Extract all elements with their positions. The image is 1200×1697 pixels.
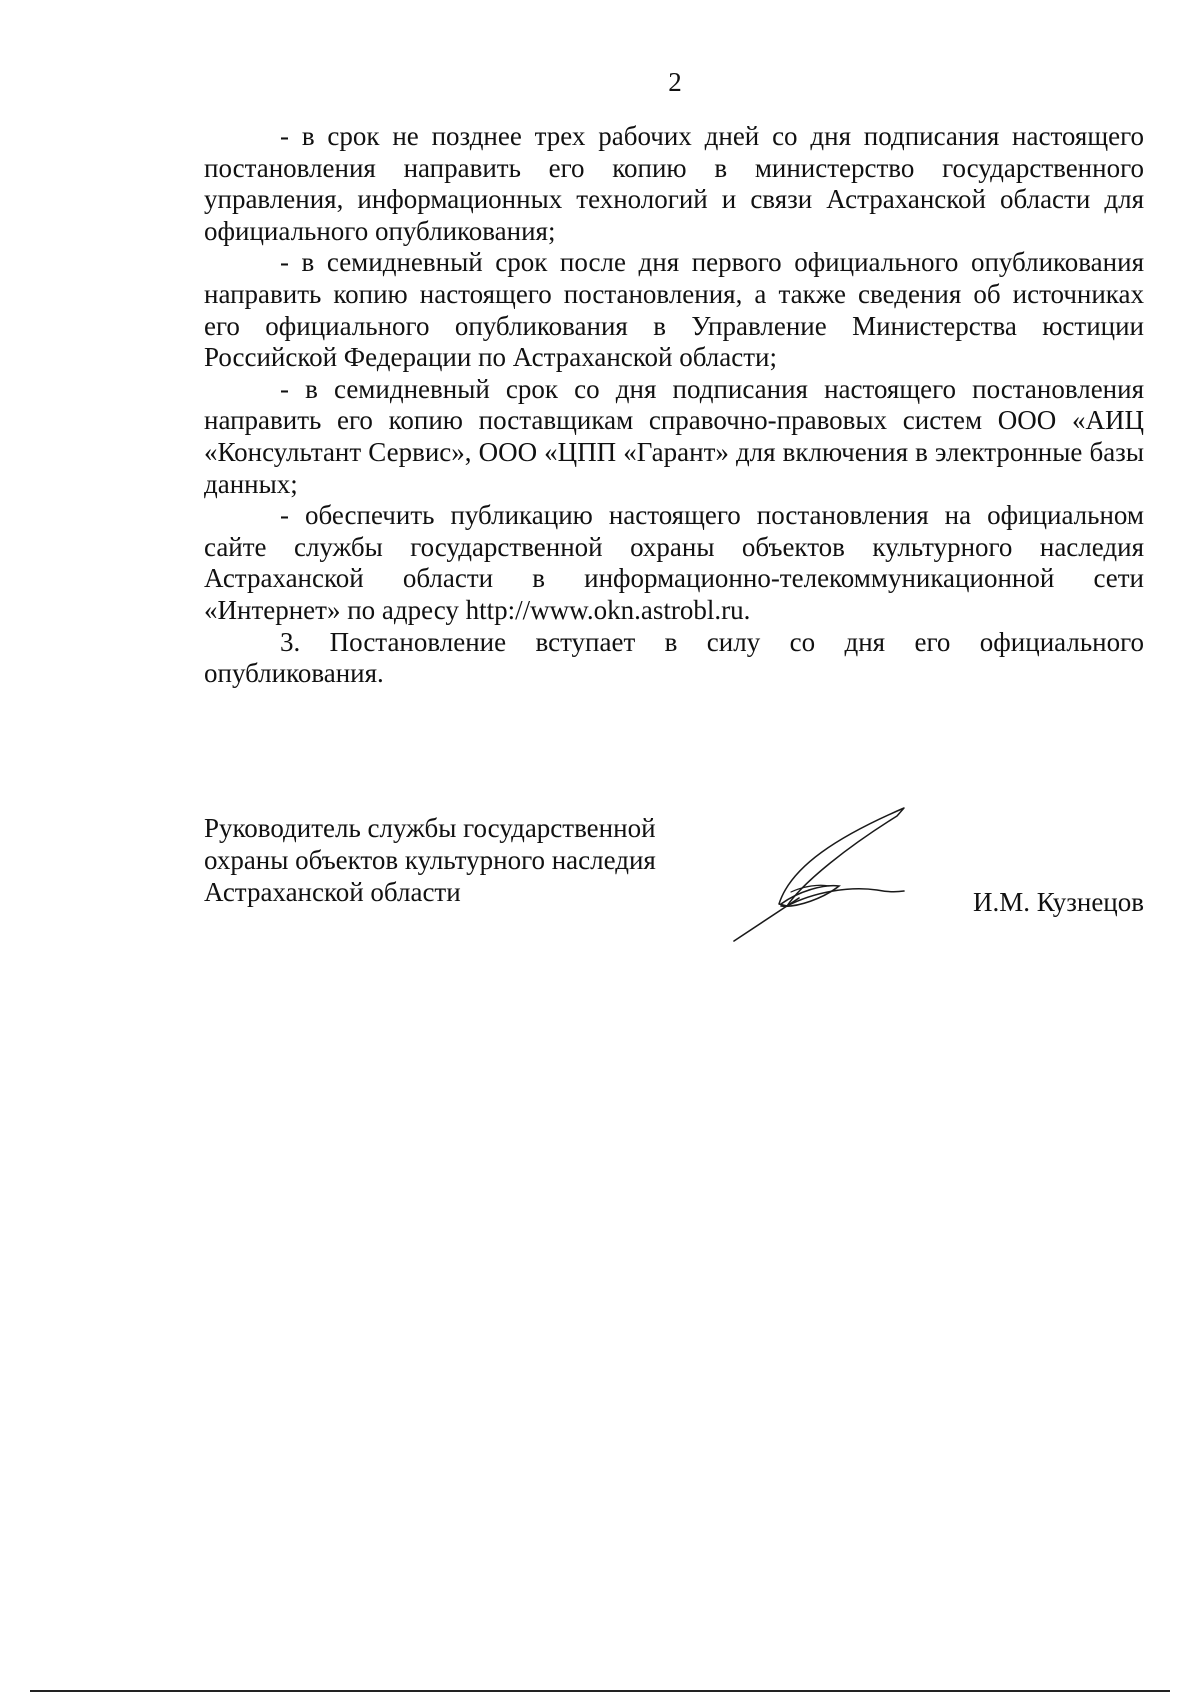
signer-title-line: охраны объектов культурного наследия [204,845,656,875]
paragraph-copy-to-ministry: - в срок не позднее трех рабочих дней со дня подписания настоящего постановления направить его копию в министерство государственного управления, информационных технологий и связи Астраханской области для официального опубликования; [204,121,1144,246]
signature-block [204,812,1144,952]
paragraph-effective-date: 3. Постановление вступает в силу со дня его официального опубликования. [204,626,1144,689]
paragraph-copy-to-justice: - в семидневный срок после дня первого официального опубликования направить копию настоящего постановления, а также сведения об источниках его официального опубликования в Управление Министерства юстиции Российской Федерации по Астраханской области; [204,247,1144,373]
paragraph-website-publication: - обеспечить публикацию настоящего постановления на официальном сайте службы государственной охраны объектов культурного наследия Астраханской области в информационно-телекоммуникационной сети «Интернет» по адресу http://www.okn.astrobl.ru. [204,500,1144,625]
page-number: 2 [668,67,682,97]
paragraph-copy-to-legal-systems: - в семидневный срок со дня подписания настоящего постановления направить его копию поставщикам справочно-правовых систем ООО «АИЦ «Консультант Сервис», ООО «ЦПП «Гарант» для включения в электронные базы данных; [204,373,1144,499]
document-body [204,121,1144,690]
bottom-divider [30,1690,1170,1692]
handwritten-signature-icon [729,806,949,956]
signer-title [204,812,724,908]
signer-title-line: Руководитель службы государственной [204,813,656,843]
signer-name: И.М. Кузнецов [972,887,1144,917]
signer-title-line: Астраханской области [204,877,461,907]
